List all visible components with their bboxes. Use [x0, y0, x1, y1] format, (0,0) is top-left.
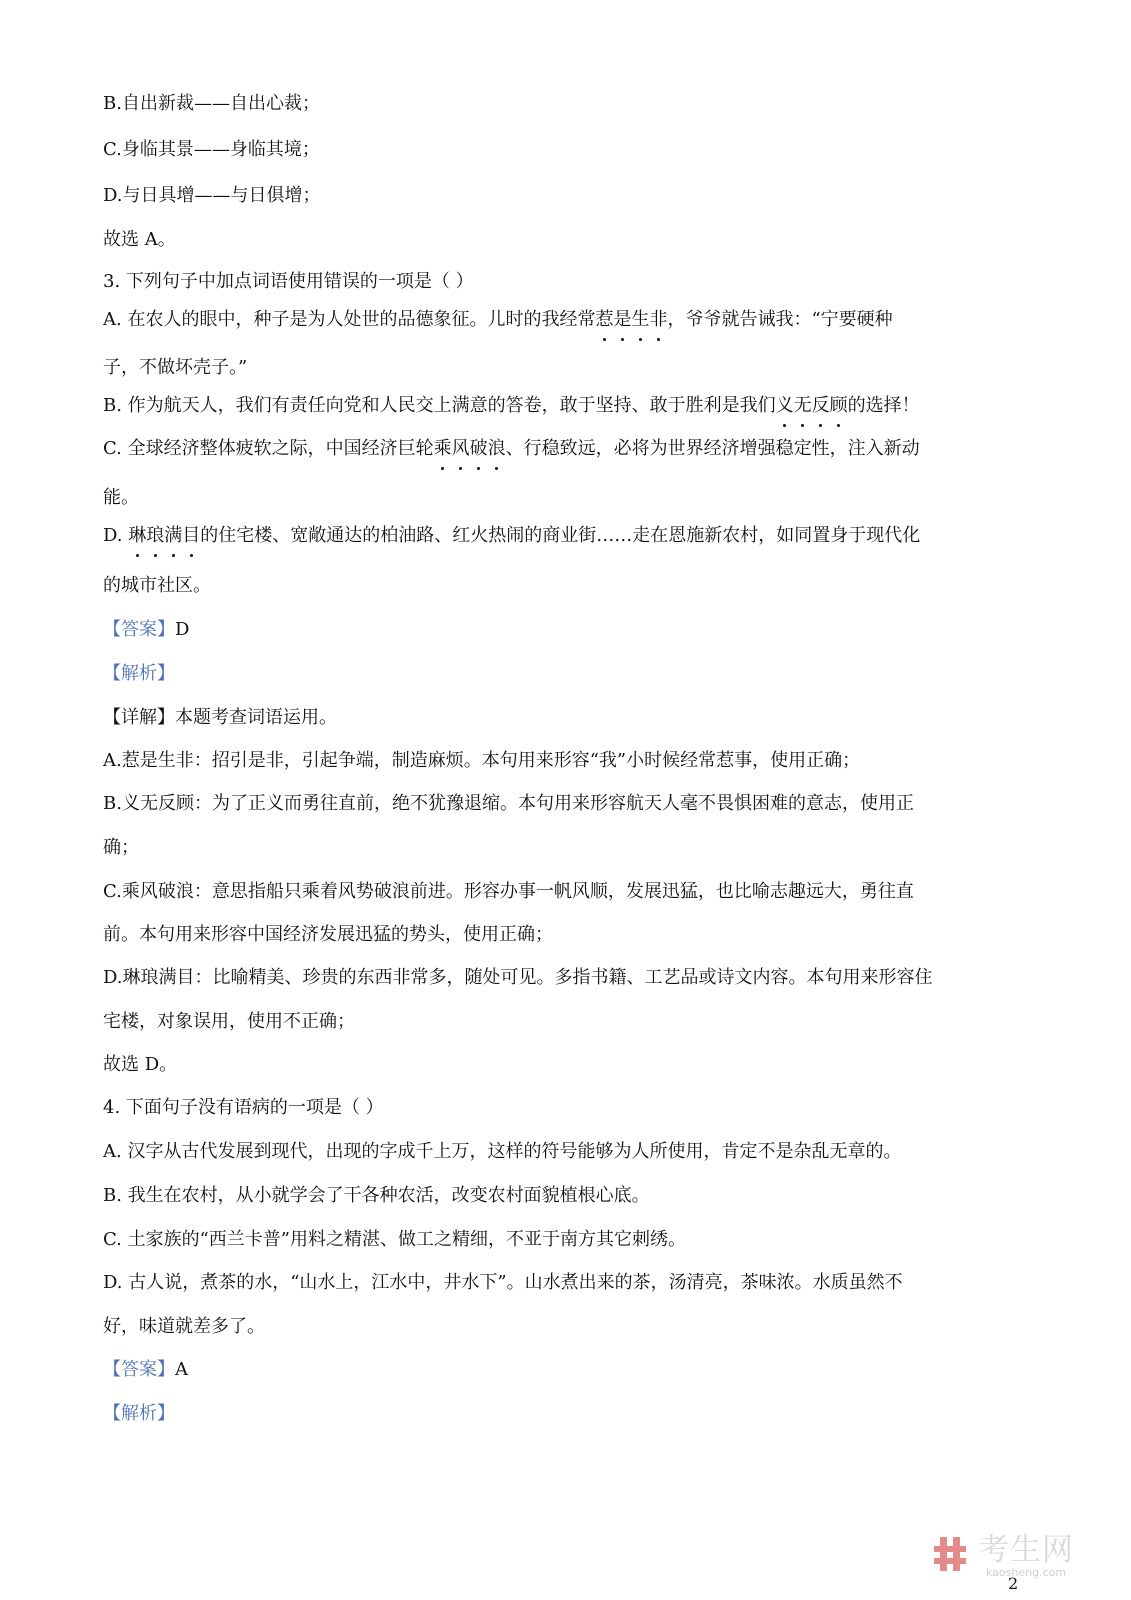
option-text: B. 作为航天人，我们有责任向党和人民交上满意的答卷，敢于坚持、敢于胜利是我们 [103, 395, 776, 416]
answer-label: 【答案】 [103, 619, 175, 640]
dotted-char: 惹 [595, 309, 614, 330]
explanation-b-cont: 确； [103, 837, 139, 858]
answer-line [103, 618, 189, 642]
explanation-d-cont: 宅楼，对象误用，使用不正确； [103, 1011, 355, 1032]
dotted-char: 目 [182, 525, 201, 546]
dotted-char: 非 [649, 309, 668, 330]
watermark-text: 考生网 [978, 1532, 1074, 1568]
question-3-option-b [103, 394, 920, 418]
option-d-correction: D.与日具增——与日俱增； [103, 185, 321, 206]
question-4-option-d: D. 古人说，煮茶的水，“山水上，江水中，井水下”。山水煮出来的茶，汤清亮，茶味浓。水质虽然不 [103, 1272, 903, 1293]
dotted-char: 乘 [433, 438, 452, 459]
analysis-label [103, 662, 175, 686]
dotted-char: 风 [451, 438, 470, 459]
dotted-char: 琅 [146, 525, 165, 546]
answer-value: D [175, 619, 190, 640]
page-number: 2 [1008, 1574, 1019, 1593]
option-text: ，爷爷就告诫我：“宁要硬种 [667, 309, 893, 330]
explanation-b: B.义无反顾：为了正义而勇往直前，绝不犹豫退缩。本句用来形容航天人毫不畏惧困难的意志，使用正 [103, 793, 914, 814]
detail-text: 本题考查词语运用。 [175, 707, 337, 728]
dotted-char: 反 [811, 395, 830, 416]
option-text: 的选择！ [847, 395, 920, 416]
option-text: 的住宅楼、宽敞通达的柏油路、红火热闹的商业街……走在恩施新农村，如同置身于现代化 [200, 525, 921, 546]
explanation-a: A.惹是生非：招引是非，引起争端，制造麻烦。本句用来形容“我”小时候经常惹事，使用正确； [103, 750, 861, 771]
watermark-logo-icon [934, 1535, 972, 1573]
detail-tag: 【详解】 [103, 707, 175, 728]
question-3-option-d [103, 524, 920, 548]
choice-conclusion-d: 故选 D。 [103, 1054, 178, 1075]
option-b-correction: B.自出新裁——自出心裁； [103, 93, 320, 114]
question-3-option-c [103, 437, 920, 461]
detail-line [103, 706, 337, 730]
answer-line-2 [103, 1358, 188, 1382]
option-text: D. [103, 525, 129, 546]
dotted-char: 义 [775, 395, 794, 416]
option-text: A. 在农人的眼中，种子是为人处世的品德象征。儿时的我经常 [103, 309, 596, 330]
dotted-char: 是 [613, 309, 632, 330]
explanation-c-cont: 前。本句用来形容中国经济发展迅猛的势头，使用正确； [103, 924, 553, 945]
option-c-correction: C.身临其景——身临其境； [103, 139, 320, 160]
question-4-option-a: A. 汉字从古代发展到现代，出现的字成千上万，这样的符号能够为人所使用，肯定不是杂乱无章的。 [103, 1141, 902, 1162]
explanation-d: D.琳琅满目：比喻精美、珍贵的东西非常多，随处可见。多指书籍、工艺品或诗文内容。本句用来形容住 [103, 967, 933, 988]
question-4-option-b: B. 我生在农村，从小就学会了干各种农活，改变农村面貌植根心底。 [103, 1185, 650, 1206]
question-3-stem: 3. 下列句子中加点词语使用错误的一项是（ ） [103, 271, 474, 292]
dotted-char: 生 [631, 309, 650, 330]
choice-conclusion: 故选 A。 [103, 229, 176, 250]
explanation-c: C.乘风破浪：意思指船只乘着风势破浪前进。形容办事一帆风顺，发展迅猛，也比喻志趣远大，勇往直 [103, 881, 914, 902]
watermark-subtext: kaosheng.com [986, 1566, 1067, 1579]
question-3-option-a-cont: 子，不做坏壳子。” [103, 357, 248, 378]
analysis-tag: 【解析】 [103, 1403, 175, 1424]
question-4-stem: 4. 下面句子没有语病的一项是（ ） [103, 1097, 384, 1118]
dotted-char: 满 [164, 525, 183, 546]
analysis-tag: 【解析】 [103, 663, 175, 684]
question-3-option-c-cont: 能。 [103, 487, 139, 508]
answer-label: 【答案】 [103, 1359, 175, 1380]
dotted-char: 顾 [829, 395, 848, 416]
question-3-option-d-cont: 的城市社区。 [103, 575, 211, 596]
analysis-label-2 [103, 1402, 175, 1426]
dotted-char: 浪 [487, 438, 506, 459]
answer-value: A [175, 1359, 188, 1380]
dotted-char: 破 [469, 438, 488, 459]
dotted-char: 无 [793, 395, 812, 416]
question-3-option-a [103, 308, 893, 332]
question-4-option-d-cont: 好，味道就差多了。 [103, 1316, 265, 1337]
question-4-option-c: C. 土家族的“西兰卡普”用料之精湛、做工之精细，不亚于南方其它刺绣。 [103, 1229, 686, 1250]
dotted-char: 琳 [128, 525, 147, 546]
option-text: C. 全球经济整体疲软之际，中国经济巨轮 [103, 438, 434, 459]
option-text: 、行稳致远，必将为世界经济增强稳定性，注入新动 [505, 438, 920, 459]
